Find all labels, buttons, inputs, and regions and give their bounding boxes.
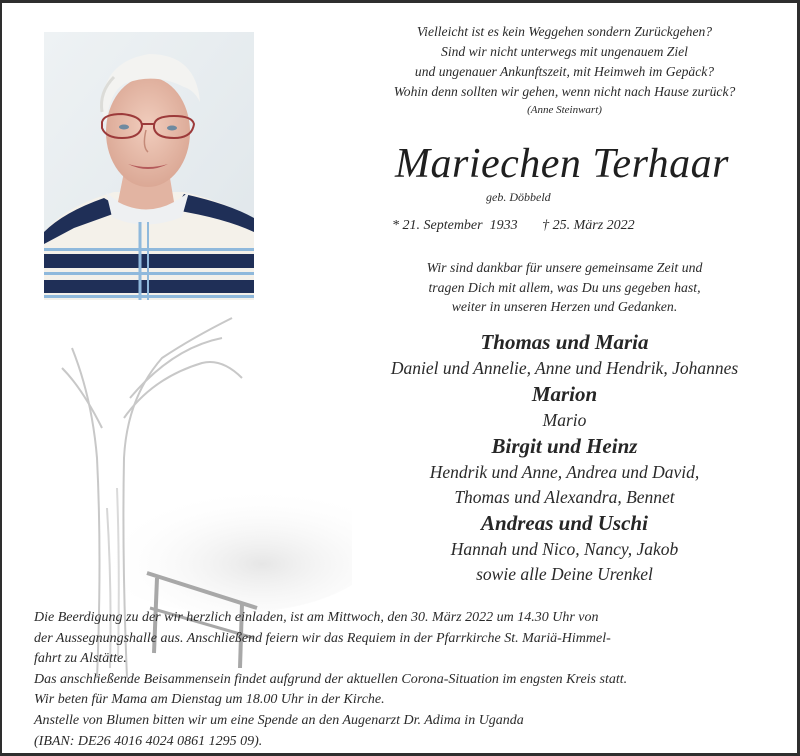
family-members: Mario	[542, 410, 587, 430]
notice-line: Das anschließende Beisammensein findet aufgrund der aktuellen Corona-Situation im engsten Kreis statt.	[34, 671, 628, 687]
thanks-line: Wir sind dankbar für unsere gemeinsame Zeit und	[426, 260, 703, 275]
funeral-notice	[34, 608, 784, 752]
family-list	[332, 329, 797, 587]
family-members: Hendrik und Anne, Andrea und David,	[429, 462, 700, 482]
poem-line: und ungenauer Ankunftszeit, mit Heimweh im Gepäck?	[414, 64, 715, 79]
portrait-photo	[44, 32, 254, 300]
portrait-image	[44, 32, 254, 300]
poem-line: Wohin denn sollten wir gehen, wenn nicht nach Hause zurück?	[393, 84, 736, 99]
family-members: Hannah und Nico, Nancy, Jakob	[450, 539, 679, 559]
poem-line: Vielleicht ist es kein Weggehen sondern Zurückgehen?	[416, 24, 713, 39]
notice-line: der Aussegnungshalle aus. Anschließend feiern wir das Requiem in der Pfarrkirche St. Mariä-Himmel-	[34, 630, 611, 646]
family-head: Thomas und Maria	[480, 330, 649, 354]
deceased-name: Mariechen Terhaar	[395, 141, 729, 187]
notice-line: Die Beerdigung zu der wir herzlich einladen, ist am Mittwoch, den 30. März 2022 um 14.30 Uhr von	[34, 610, 599, 625]
poem-author: (Anne Steinwart)	[527, 104, 602, 116]
family-head: Marion	[531, 382, 598, 406]
thanks-line: tragen Dich mit allem, was Du uns gegeben hast,	[428, 279, 701, 295]
family-members: sowie alle Deine Urenkel	[476, 564, 653, 584]
family-head: Andreas und Uschi	[481, 511, 648, 535]
poem-line: Sind wir nicht unterwegs mit ungenauem Ziel	[441, 44, 688, 59]
notice-line: Wir beten für Mama am Dienstag um 18.00 Uhr in der Kirche.	[34, 692, 385, 708]
thanks-text	[332, 258, 797, 317]
obituary-notice	[2, 3, 797, 753]
family-members: Thomas und Alexandra, Bennet	[454, 487, 675, 507]
notice-line: Anstelle von Blumen bitten wir um eine Spende an den Augenarzt Dr. Adima in Uganda	[34, 712, 524, 728]
notice-line: (IBAN: DE26 4016 4024 0861 1295 09).	[34, 733, 263, 749]
poem	[332, 22, 797, 119]
notice-line: fahrt zu Alstätte.	[34, 651, 127, 667]
family-members: Daniel und Annelie, Anne und Hendrik, Johannes	[390, 358, 739, 378]
life-dates: * 21. September 1933 † 25. März 2022	[392, 218, 635, 233]
birth-name: geb. Döbbeld	[486, 190, 551, 204]
thanks-line: weiter in unseren Herzen und Gedanken.	[451, 299, 678, 314]
family-head: Birgit und Heinz	[491, 434, 638, 458]
